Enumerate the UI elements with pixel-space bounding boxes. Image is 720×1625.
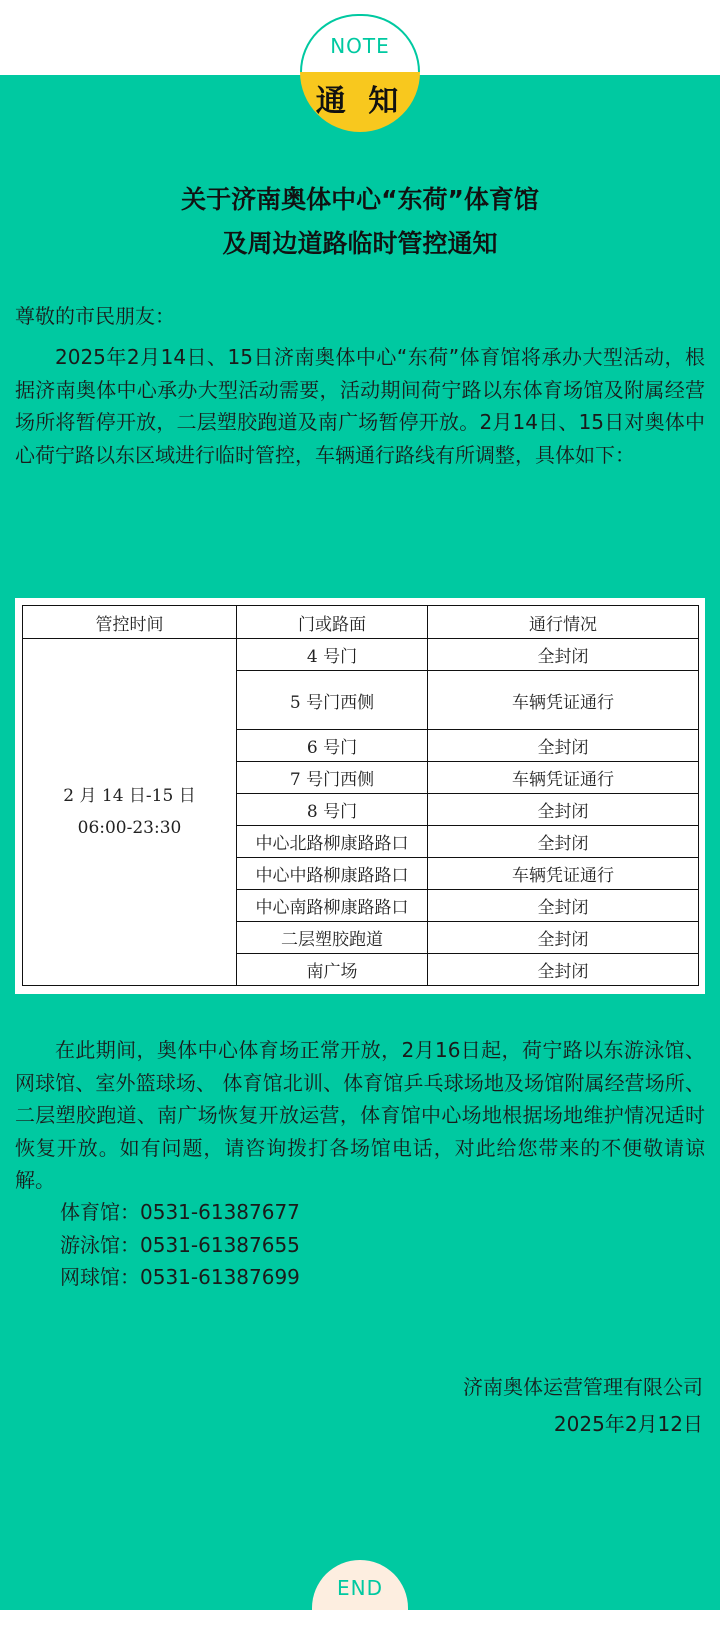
status-cell: 全封闭 (428, 890, 699, 922)
control-table (22, 605, 699, 986)
paragraph-1: 2025年2月14日、15日济南奥体中心“东荷”体育馆将承办大型活动，根据济南奥体中心承办大型活动需要，活动期间荷宁路以东体育场馆及附属经营场所将暂停开放，二层塑胶跑道及南广场暂停开放。2月14日、15日对奥体中心荷宁路以东区域进行临时管控，车辆通行路线有所调整，具体如下： (15, 345, 705, 467)
place-cell: 6 号门 (237, 730, 428, 762)
place-cell: 7 号门西侧 (237, 762, 428, 794)
contact-swimming: 游泳馆：0531-61387655 (60, 1233, 300, 1257)
contact-tennis: 网球馆：0531-61387699 (60, 1265, 300, 1289)
place-cell: 8 号门 (237, 794, 428, 826)
status-cell: 车辆凭证通行 (428, 671, 699, 730)
place-cell: 南广场 (237, 954, 428, 986)
note-badge-top (300, 14, 420, 72)
title-line-1: 关于济南奥体中心“东荷”体育馆 (181, 185, 539, 214)
status-cell: 车辆凭证通行 (428, 762, 699, 794)
time-line-2: 06:00-23:30 (77, 818, 182, 838)
table-row (23, 639, 699, 671)
control-table-card (15, 598, 705, 994)
table-header-cell: 管控时间 (23, 606, 237, 639)
table-header-row (23, 606, 699, 639)
status-cell: 全封闭 (428, 954, 699, 986)
status-cell: 全封闭 (428, 730, 699, 762)
status-cell: 全封闭 (428, 826, 699, 858)
status-cell: 全封闭 (428, 922, 699, 954)
title-line-2: 及周边道路临时管控通知 (222, 229, 498, 258)
table-header-cell: 门或路面 (237, 606, 428, 639)
place-cell: 4 号门 (237, 639, 428, 671)
paragraph-2: 在此期间，奥体中心体育场正常开放，2月16日起，荷宁路以东游泳馆、网球馆、室外篮球场、 体育馆北训、体育馆乒乓球场地及场馆附属经营场所、二层塑胶跑道、南广场恢复开放运营，体育馆中心场地根据场地维护情况适时恢复开放。如有问题，请咨询拨打各场馆电话，对此给您带来的不便敬请谅解。 (15, 1038, 705, 1192)
time-line-1: 2 月 14 日-15 日 (63, 786, 196, 806)
notice-label: 通 知 (315, 84, 405, 119)
signature-company: 济南奥体运营管理有限公司 (463, 1375, 703, 1399)
status-cell: 车辆凭证通行 (428, 858, 699, 890)
place-cell: 中心中路柳康路路口 (237, 858, 428, 890)
note-label: NOTE (330, 34, 390, 58)
place-cell: 5 号门西侧 (237, 671, 428, 730)
time-cell (23, 639, 237, 986)
note-badge (300, 14, 420, 122)
signature-date: 2025年2月12日 (553, 1412, 703, 1436)
status-cell: 全封闭 (428, 794, 699, 826)
place-cell: 二层塑胶跑道 (237, 922, 428, 954)
status-cell: 全封闭 (428, 639, 699, 671)
end-label: END (337, 1576, 383, 1600)
page-title (0, 178, 720, 266)
greeting: 尊敬的市民朋友： (15, 304, 175, 328)
table-header-cell: 通行情况 (428, 606, 699, 639)
place-cell: 中心南路柳康路路口 (237, 890, 428, 922)
place-cell: 中心北路柳康路路口 (237, 826, 428, 858)
contact-gym: 体育馆：0531-61387677 (60, 1200, 300, 1224)
